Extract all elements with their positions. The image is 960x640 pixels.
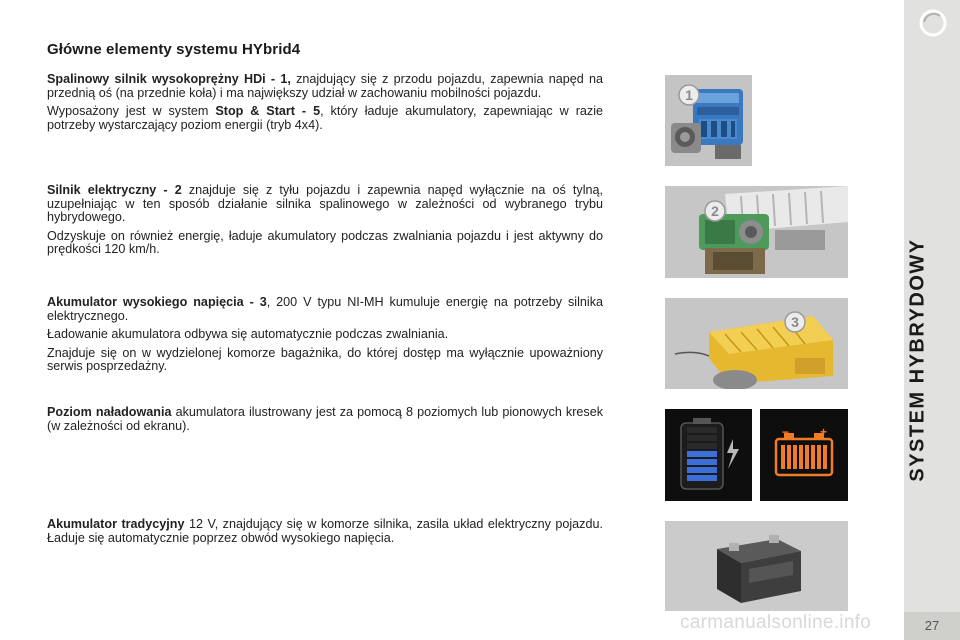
charge-level-vertical-icon <box>665 409 752 501</box>
page-number: 27 <box>904 612 960 640</box>
hv-battery-text: , 200 V typu NI-MH kumuluje energię na potrzeby silnika elektrycznego. <box>47 295 604 323</box>
battery-12v-paragraph <box>47 518 603 545</box>
hv-charging-paragraph: Ładowanie akumulatora odbywa się automatycznie podczas zwalniania. <box>47 327 449 342</box>
section-12v-battery <box>47 518 603 550</box>
battery-minus-symbol: − <box>782 425 790 439</box>
charge-level-text: akumulatora ilustrowany jest za pomocą 8 poziomych lub pionowych kresek (w zależności od ekranu). <box>47 405 604 433</box>
electric-motor-label: Silnik elektryczny - 2 <box>47 183 182 197</box>
hv-location-paragraph: Znajduje się on w wydzielonej komorze bagażnika, do której dostęp ma wyłącznie upoważniony serwis posprzedażny. <box>47 345 603 374</box>
diesel-engine-text: znajdujący się z przodu pojazdu, zapewnia napęd na przednią oś (na przednie koła) i ma największy udział w zachowaniu mobilności pojazdu. <box>47 72 603 100</box>
hv-battery-badge: 3 <box>791 314 799 330</box>
car-battery-illustration <box>665 521 848 611</box>
electric-motor-text: znajduje się z tyłu pojazdu i zapewnia napęd wyłącznie na oś tylną, uzupełniając w ten sposób działanie silnika spalinowego w zależności od wybranego trybu hybrydowego. <box>47 183 603 225</box>
charge-level-label: Poziom naładowania <box>47 405 172 419</box>
charge-level-horizontal-icon <box>760 409 848 501</box>
electric-motor-illustration <box>665 186 848 278</box>
engine-badge: 1 <box>685 87 693 103</box>
watermark: carmanualsonline.info <box>680 612 872 633</box>
charge-level-paragraph <box>47 406 603 433</box>
energy-recovery-paragraph: Odzyskuje on również energię, ładuje akumulatory podczas zwalniania pojazdu i jest aktywny do prędkości 120 km/h. <box>47 228 603 257</box>
battery-plus-symbol: + <box>820 425 828 439</box>
section-diesel-engine <box>47 73 603 137</box>
stop-start-pre: Wyposażony jest w system <box>47 104 216 119</box>
hv-battery-paragraph <box>47 296 603 323</box>
electric-motor-paragraph <box>47 184 603 225</box>
section-hv-battery <box>47 296 603 379</box>
sidebar-logo-icon <box>918 8 948 38</box>
stop-start-text: , który ładuje akumulatory, zapewniając w razie potrzeby wystarczający poziom energii (tryb 4x4). <box>47 104 603 132</box>
battery-12v-text: 12 V, znajdujący się w komorze silnika, zasila układ elektryczny pojazdu. Ładuje się automatycznie poprzez obwód wysokiego napięcia. <box>47 517 603 545</box>
page-heading: Główne elementy systemu HYbrid4 <box>47 41 301 58</box>
sidebar-chapter-title: SYSTEM HYBRYDOWY <box>906 238 929 482</box>
battery-12v-label: Akumulator tradycyjny <box>47 517 185 531</box>
motor-badge: 2 <box>711 203 719 219</box>
diesel-engine-paragraph <box>47 73 603 100</box>
hv-battery-illustration <box>665 298 848 389</box>
engine-illustration <box>665 75 752 166</box>
hv-battery-label: Akumulator wysokiego napięcia - 3 <box>47 295 267 309</box>
section-electric-motor <box>47 184 603 262</box>
diesel-engine-label: Spalinowy silnik wysokoprężny HDi - 1, <box>47 72 291 86</box>
stop-start-label: Stop & Start - 5 <box>215 104 321 119</box>
stop-start-paragraph <box>47 105 603 132</box>
section-charge-level <box>47 406 603 438</box>
